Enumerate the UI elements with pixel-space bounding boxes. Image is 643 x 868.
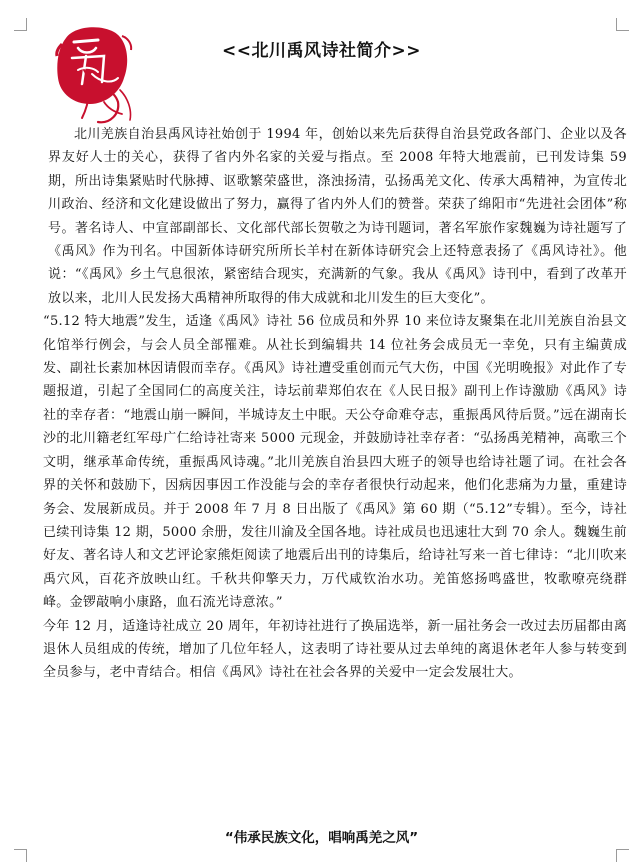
slogan: “伟承民族文化，唱响禹羌之风” [224,830,419,846]
page-corner-mark-top-right [616,18,629,31]
page-corner-mark-top-left [14,18,27,31]
paragraph-earthquake: “5.12 特大地震”发生，适逢《禹风》诗社 56 位成员和外界 10 来位诗友聚集在北川羌族自治县文化馆举行例会，与会人员全部罹难。从社长到编辑共 14 位社务会成员无一幸免，只有主编黄成发、副社长素加林因请假而幸存。《禹风》诗社遭受重创而元气大伤，中国《光明晚报》对此作了专题报道，引起了全国同仁的高度关注，诗坛前辈郑伯农在《人民日报》副刊上作诗激励《禹风》诗社的幸存者：“地震山崩一瞬间，半城诗友土中眠。天公夺命难夺志，重振禹风待后贤。”远在湖南长沙的北川籍老红军母广仁给诗社寄来 5000 元现金，并鼓励诗社幸存者：“弘扬禹羌精神，高歌三个文明，继承革命传统，重振禹风诗魂。”北川羌族自治县四大班子的领导也给诗社题了词。在社会各界的关怀和鼓励下，因病因事因工作没能与会的幸存者很快行动起来，他们化悲痛为力量，重建诗务会、发展新成员。并于 2008 年 7 月 8 日出版了《禹风》第 60 期（“5.12”专辑）。至今，诗社已续刊诗集 12 期，5000 余册，发往川渝及全国各地。诗社成员也迅速壮大到 70 余人。魏巍生前好友、著名诗人和文艺评论家熊炬阅读了地震后出刊的诗集后，给诗社写来一首七律诗：“北川吹来禹穴风，百花齐放映山红。千秋共仰擎天力，万代咸钦治水功。羌笛悠扬鸣盛世，牧歌嘹亮绕群峰。金锣敲响小康路，血石流光诗意浓。” [43,314,627,611]
page-title: <<北川禹风诗社简介>> [222,41,421,61]
paragraph-anniversary: 今年 12 月，适逢诗社成立 20 周年，年初诗社进行了换届选举，新一届社务会一改过去历届都由离退休人员组成的传统，增加了几位年轻人，这表明了诗社要从过去单纯的离退休老年人参与转变到全员参与，老中青结合。相信《禹风》诗社在社会各界的关爱中一定会发展壮大。 [43,618,628,681]
page-corner-mark-bottom-left [14,849,27,862]
paragraph-history: 北川羌族自治县禹风诗社始创于 1994 年，创始以来先后获得自治县党政各部门、企业以及各界友好人士的关心，获得了省内外名家的关爱与指点。至 2008 年特大地震前，已刊发诗集 59 期，所出诗集紧贴时代脉搏、讴歌繁荣盛世，涤浊扬清，弘扬禹羌文化、传承大禹精神，为宣传北川政治、经济和文化建设做出了努力，赢得了省内外人们的赞誉。荣获了绵阳市“先进社会团体”称号。著名诗人、中宣部副部长、文化部代部长贺敬之为诗刊题词，著名军旅作家魏巍为诗社题写了《禹风》作为刊名。中国新体诗研究所所长羊村在新体诗研究会上还特意表扬了《禹风诗社》。他说：“《禹风》乡土气息很浓，紧密结合现实，充满新的气象。我从《禹风》诗刊中，看到了改革开放以来，北川人民发扬大禹精神所取得的伟大成就和北川发生的巨大变化”。 [48,127,627,306]
page-corner-mark-bottom-right [616,849,629,862]
body-text [43,123,628,685]
